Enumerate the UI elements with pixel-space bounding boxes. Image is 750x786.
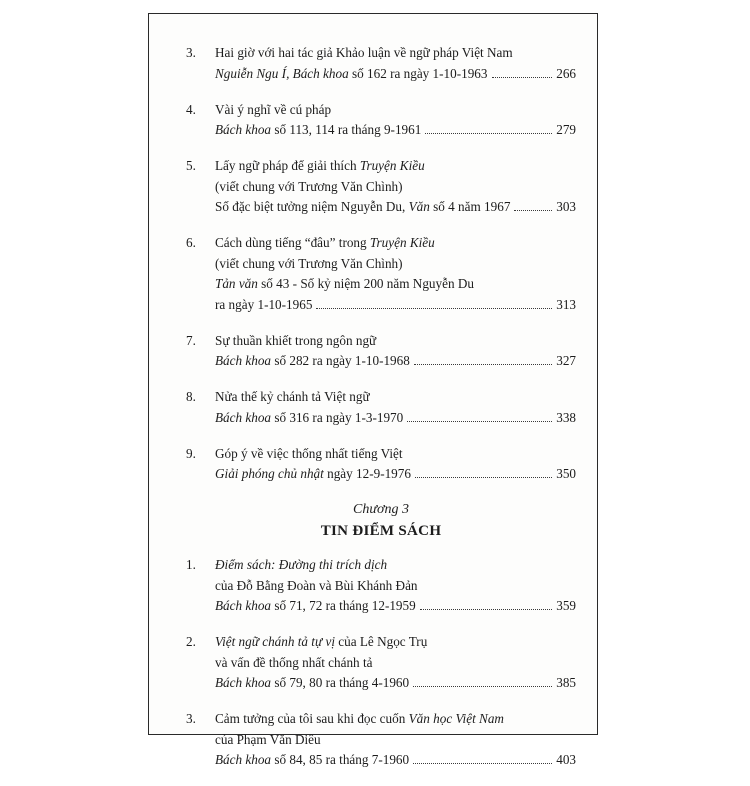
- entry-text: Nửa thế kỷ chánh tả Việt ngữ: [215, 389, 370, 404]
- entry-text: số 43 - Số kỷ niệm 200 năm Nguyễn Du: [257, 276, 474, 291]
- entry-source-line: [215, 673, 576, 694]
- entry-line: [215, 709, 576, 730]
- entry-source: [215, 673, 409, 694]
- entry-text: số 316 ra ngày 1-3-1970: [271, 409, 404, 425]
- entry-source: [215, 596, 416, 617]
- entry-text: Số đặc biệt tưởng niệm Nguyễn Du,: [215, 199, 409, 214]
- entry-text: (viết chung với Trương Văn Chình): [215, 178, 403, 194]
- page-number: 313: [556, 296, 576, 312]
- toc-entry: [186, 555, 576, 617]
- entry-text: Nguiễn Ngu Í, Bách khoa: [215, 65, 349, 81]
- entry-line: [215, 576, 576, 597]
- page-number: 385: [556, 675, 576, 690]
- entry-number: 1.: [186, 557, 196, 572]
- entry-text: Bách khoa: [215, 752, 272, 767]
- entry-source: [215, 464, 411, 485]
- entry-text: ngày 12-9-1976: [323, 466, 411, 481]
- entry-line: [215, 555, 576, 576]
- entry-text: Tản văn: [215, 276, 258, 291]
- entry-line: [215, 156, 576, 177]
- entry-source-line: [215, 295, 576, 316]
- entry-number: 3.: [186, 711, 196, 726]
- entry-text: Cảm tưởng của tôi sau khi đọc cuốn: [215, 711, 409, 726]
- entry-text: Bách khoa: [215, 122, 272, 137]
- entry-text: số 84, 85 ra tháng 7-1960: [271, 752, 410, 767]
- entry-text: Hai giờ với hai tác giả Khảo luận về ngữ pháp Việt Nam: [215, 45, 513, 60]
- dot-leader: [492, 76, 553, 78]
- entry-text: Giải phóng chủ nhật: [215, 466, 324, 481]
- entry-source-line: [215, 351, 576, 372]
- page-number: 266: [556, 65, 576, 81]
- entry-source: [215, 351, 410, 372]
- entry-text: của Phạm Văn Diêu: [215, 731, 321, 747]
- entry-source: [215, 295, 312, 316]
- chapter-label: Chương 3: [353, 502, 409, 517]
- toc-entry: [186, 709, 576, 771]
- entry-text: số 79, 80 ra tháng 4-1960: [271, 675, 410, 690]
- entry-number: 4.: [186, 101, 196, 117]
- entry-line: [215, 100, 576, 121]
- entry-text: Bách khoa: [215, 598, 272, 613]
- entry-source: [215, 197, 510, 218]
- entry-text: Điểm sách: Đường thi trích dịch: [215, 557, 388, 572]
- page-number: 279: [556, 122, 576, 137]
- chapter-3-entries: [186, 555, 576, 771]
- entry-line: [215, 233, 576, 254]
- toc-entry: [186, 632, 576, 694]
- toc-entry: [186, 387, 576, 428]
- entry-text: Vài ý nghĩ về cú pháp: [215, 101, 332, 117]
- page-number: 338: [556, 409, 576, 425]
- entry-source-line: [215, 408, 576, 429]
- entry-text: Truyện Kiều: [369, 235, 435, 250]
- entry-source: [215, 120, 421, 141]
- dot-leader: [420, 608, 553, 610]
- entry-line: [215, 177, 576, 198]
- entry-source: [215, 408, 403, 429]
- page-number: 303: [556, 199, 576, 214]
- toc-entry: [186, 444, 576, 485]
- entry-source-line: [215, 64, 576, 85]
- toc-entry: [186, 43, 576, 84]
- entry-text: Cách dùng tiếng “đâu” trong: [215, 235, 370, 250]
- dot-leader: [316, 307, 552, 309]
- entry-line: [215, 274, 576, 295]
- entry-text: số 71, 72 ra tháng 12-1959: [271, 598, 416, 613]
- entry-text: số 4 năm 1967: [429, 199, 511, 214]
- entry-text: của Lê Ngọc Trụ: [334, 634, 428, 649]
- dot-leader: [407, 420, 552, 422]
- entry-number: 8.: [186, 389, 196, 404]
- entry-source-line: [215, 197, 576, 218]
- toc-entry: [186, 331, 576, 372]
- dot-leader: [415, 476, 552, 478]
- toc-entry: [186, 156, 576, 218]
- entry-line: [215, 632, 576, 653]
- entry-text: số 282 ra ngày 1-10-1968: [271, 353, 410, 368]
- entry-number: 5.: [186, 158, 196, 173]
- entry-text: và vấn đề thống nhất chánh tả: [215, 654, 373, 670]
- entry-line: [215, 730, 576, 751]
- entry-text: số 162 ra ngày 1-10-1963: [348, 65, 488, 81]
- entry-text: Truyện Kiều: [359, 158, 425, 173]
- dot-leader: [413, 685, 552, 687]
- entry-source-line: [215, 596, 576, 617]
- entry-number: 7.: [186, 332, 196, 348]
- entry-number: 3.: [186, 45, 196, 60]
- entry-text: Bách khoa: [215, 675, 272, 690]
- entry-text: Lấy ngữ pháp để giải thích: [215, 158, 360, 173]
- entry-source-line: [215, 750, 576, 771]
- chapter-title: TIN ĐIỂM SÁCH: [320, 523, 442, 539]
- entry-line: [215, 43, 576, 64]
- entry-text: (viết chung với Trương Văn Chình): [215, 255, 403, 271]
- entry-source: [215, 750, 409, 771]
- entry-source-line: [215, 120, 576, 141]
- chapter-2-entries: [186, 43, 576, 485]
- entry-line: [215, 387, 576, 408]
- entry-text: số 113, 114 ra tháng 9-1961: [271, 122, 422, 137]
- entry-source: [215, 64, 488, 85]
- dot-leader: [514, 209, 552, 211]
- entry-number: 2.: [186, 634, 196, 649]
- entry-text: Bách khoa: [215, 409, 272, 425]
- dot-leader: [425, 132, 552, 134]
- page-number: 403: [556, 752, 576, 767]
- entry-line: [215, 444, 576, 465]
- dot-leader: [414, 363, 552, 365]
- page-number: 327: [556, 353, 576, 368]
- entry-line: [215, 331, 576, 352]
- entry-number: 9.: [186, 445, 196, 461]
- entry-text: Bách khoa: [215, 353, 272, 368]
- page-number: 350: [556, 466, 576, 481]
- entry-text: Văn học Việt Nam: [408, 711, 504, 726]
- entry-text: Góp ý về việc thống nhất tiếng Việt: [215, 445, 403, 461]
- dot-leader: [413, 762, 552, 764]
- page-number: 359: [556, 598, 576, 613]
- entry-number: 6.: [186, 235, 196, 250]
- entry-text: Sự thuần khiết trong ngôn ngữ: [215, 332, 377, 348]
- toc-entry: [186, 100, 576, 141]
- entry-line: [215, 254, 576, 275]
- table-of-contents: [186, 43, 576, 786]
- entry-text: ra ngày 1-10-1965: [215, 296, 313, 312]
- entry-text: Việt ngữ chánh tả tự vị: [215, 634, 335, 649]
- entry-text: của Đỗ Bằng Đoàn và Bùi Khánh Đản: [215, 577, 418, 593]
- entry-source-line: [215, 464, 576, 485]
- entry-text: Văn: [408, 199, 430, 214]
- entry-line: [215, 653, 576, 674]
- toc-entry: [186, 233, 576, 315]
